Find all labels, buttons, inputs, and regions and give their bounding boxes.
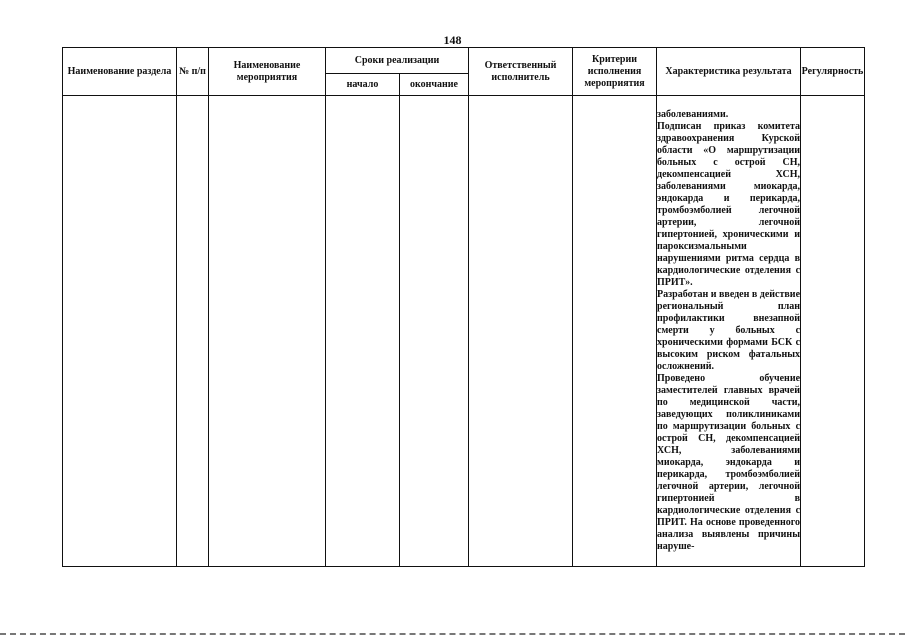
- header-end: окончание: [400, 74, 469, 96]
- header-start: начало: [326, 74, 400, 96]
- header-timeframes: Сроки реализации: [326, 48, 469, 74]
- cell-responsible: [469, 96, 573, 567]
- table-row: [63, 96, 865, 567]
- header-row-main: [63, 48, 865, 74]
- header-activity-name: Наименование мероприятия: [209, 48, 326, 96]
- page-number: 148: [443, 33, 462, 47]
- cell-end: [400, 96, 469, 567]
- result-paragraph: заболеваниями.: [657, 109, 729, 120]
- result-paragraph: Разработан и введен в действие региональный план профилактики внезапной смерти у больных с хроническими формами БСК с высоким риском фатальных осложнений.: [657, 289, 801, 372]
- cell-regularity: [801, 96, 865, 567]
- header-number: № п/п: [177, 48, 209, 96]
- header-criteria: Критерии исполнения мероприятия: [573, 48, 657, 96]
- result-paragraph: Проведено обучение заместителей главных врачей по медицинской части, заведующих поликлиниками по маршрутизации больных с острой СН, декомпенсацией ХСН, заболеваниями миокарда, эндокарда и перикарда, тромбоэмболией легочной артерии, легочной гипертонией в кардиологические отделения с ПРИТ. На основе проведенного анализа выявлены причины наруше-: [657, 373, 801, 552]
- cell-activity-name: [209, 96, 326, 567]
- result-paragraph: Подписан приказ комитета здравоохранения Курской области «О маршрутизации больных с острой СН, декомпенсацией ХСН, заболеваниями миокарда, эндокарда и перикарда, тромбоэмболией легочной артерии, легочной гипертонией, хроническими и пароксизмальными нарушениями ритма сердца в кардиологические отделения с ПРИТ».: [657, 121, 801, 288]
- header-result: Характеристика результата: [657, 48, 801, 96]
- measures-table: [62, 47, 865, 567]
- cell-result: [657, 96, 801, 567]
- cell-section-name: [63, 96, 177, 567]
- header-regularity: Регулярность: [801, 48, 865, 96]
- header-section-name: Наименование раздела: [63, 48, 177, 96]
- cell-criteria: [573, 96, 657, 567]
- scan-edge-rule: [0, 633, 905, 635]
- cell-start: [326, 96, 400, 567]
- cell-number: [177, 96, 209, 567]
- header-responsible: Ответственный исполнитель: [469, 48, 573, 96]
